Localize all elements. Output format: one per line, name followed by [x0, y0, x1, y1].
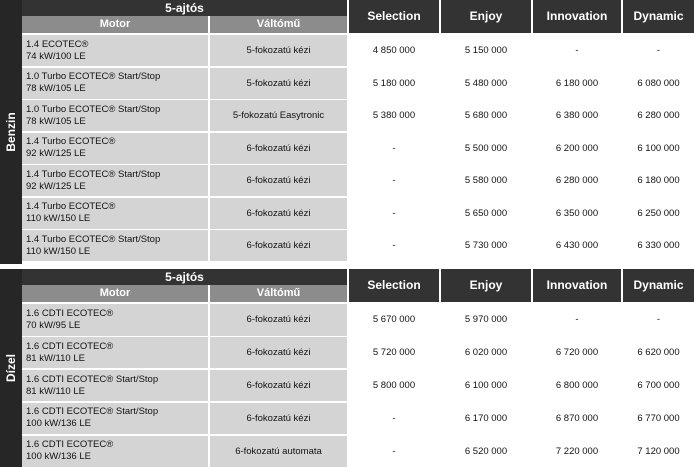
dynamic-price-cell: 6 180 000	[623, 165, 694, 196]
engine-text	[26, 71, 160, 95]
engine-cell	[22, 370, 208, 402]
innovation-price-cell: 6 350 000	[533, 198, 621, 229]
engine-cell	[22, 165, 208, 196]
engine-text	[26, 234, 160, 258]
gearbox-cell: 6-fokozatú kézi	[210, 370, 347, 402]
engine-power: 100 kW/136 LE	[26, 451, 91, 463]
selection-column-header: Selection	[349, 269, 439, 302]
enjoy-price-cell: 5 150 000	[441, 35, 531, 66]
table-row	[22, 230, 694, 261]
engine-text	[26, 104, 160, 128]
engine-name: 1.6 CDTI ECOTEC®	[26, 340, 114, 352]
engine-cell	[22, 337, 208, 369]
enjoy-price-cell: 6 020 000	[441, 337, 531, 369]
enjoy-price-cell: 5 970 000	[441, 304, 531, 336]
innovation-price-cell: -	[533, 304, 621, 336]
table-row	[22, 133, 694, 164]
selection-price-cell: 5 180 000	[349, 68, 439, 99]
selection-price-cell: 5 380 000	[349, 100, 439, 131]
selection-price-cell: 5 720 000	[349, 337, 439, 369]
engine-power: 70 kW/95 LE	[26, 319, 81, 331]
engine-power: 100 kW/136 LE	[26, 418, 91, 430]
gearbox-cell: 6-fokozatú automata	[210, 436, 347, 467]
selection-price-cell: -	[349, 436, 439, 467]
engine-cell	[22, 436, 208, 467]
motor-column-header: Motor	[22, 16, 208, 33]
selection-price-cell: -	[349, 230, 439, 261]
engine-name: 1.6 CDTI ECOTEC® Start/Stop	[26, 373, 159, 385]
gearbox-cell: 6-fokozatú kézi	[210, 230, 347, 261]
engine-power: 81 kW/110 LE	[26, 385, 85, 397]
section-side-bar	[0, 0, 22, 264]
engine-text	[26, 169, 160, 193]
selection-price-cell: -	[349, 133, 439, 164]
engine-cell	[22, 133, 208, 164]
engine-cell	[22, 230, 208, 261]
engine-name: 1.0 Turbo ECOTEC® Start/Stop	[26, 103, 161, 115]
gearbox-column-header: Váltómű	[210, 285, 347, 302]
innovation-price-cell: 6 870 000	[533, 403, 621, 435]
engine-text	[26, 201, 115, 225]
dynamic-column-header: Dynamic	[623, 0, 694, 33]
table-row	[22, 68, 694, 99]
innovation-price-cell: 6 180 000	[533, 68, 621, 99]
gearbox-cell: 5-fokozatú Easytronic	[210, 100, 347, 131]
dynamic-price-cell: 6 280 000	[623, 100, 694, 131]
table-row	[22, 337, 694, 369]
gearbox-cell: 6-fokozatú kézi	[210, 133, 347, 164]
selection-column-header: Selection	[349, 0, 439, 33]
table-row	[22, 198, 694, 229]
engine-text	[26, 374, 158, 398]
engine-power: 92 kW/125 LE	[26, 180, 86, 192]
engine-power: 110 kW/150 LE	[26, 213, 91, 224]
engine-cell	[22, 304, 208, 336]
engine-text	[26, 341, 113, 365]
enjoy-price-cell: 6 520 000	[441, 436, 531, 467]
gearbox-cell: 5-fokozatú kézi	[210, 68, 347, 99]
gearbox-cell: 6-fokozatú kézi	[210, 198, 347, 229]
table-row	[22, 403, 694, 435]
engine-text	[26, 136, 115, 160]
gearbox-cell: 6-fokozatú kézi	[210, 337, 347, 369]
engine-power: 81 kW/110 LE	[26, 352, 85, 364]
engine-cell	[22, 403, 208, 435]
selection-price-cell: -	[349, 198, 439, 229]
engine-name: 1.4 ECOTEC®	[26, 38, 89, 50]
gearbox-cell: 5-fokozatú kézi	[210, 35, 347, 66]
gearbox-cell: 6-fokozatú kézi	[210, 403, 347, 435]
engine-power: 74 kW/100 LE	[26, 50, 86, 62]
dynamic-price-cell: 6 080 000	[623, 68, 694, 99]
table-row	[22, 370, 694, 402]
engine-name: 1.6 CDTI ECOTEC®	[26, 439, 114, 451]
engine-power: 92 kW/125 LE	[26, 148, 86, 159]
engine-name: 1.6 CDTI ECOTEC® Start/Stop	[26, 406, 159, 418]
engine-name: 1.0 Turbo ECOTEC® Start/Stop	[26, 71, 161, 82]
innovation-price-cell: 6 720 000	[533, 337, 621, 369]
engine-text	[26, 406, 158, 430]
enjoy-price-cell: 5 680 000	[441, 100, 531, 131]
dynamic-price-cell: -	[623, 35, 694, 66]
engine-cell	[22, 68, 208, 99]
enjoy-price-cell: 5 650 000	[441, 198, 531, 229]
dynamic-price-cell: 7 120 000	[623, 436, 694, 467]
table-row	[22, 100, 694, 131]
table-row	[22, 304, 694, 336]
gearbox-cell: 6-fokozatú kézi	[210, 304, 347, 336]
table-row	[22, 35, 694, 66]
engine-text	[26, 439, 113, 463]
innovation-price-cell: 7 220 000	[533, 436, 621, 467]
gearbox-cell: 6-fokozatú kézi	[210, 165, 347, 196]
selection-price-cell: 5 800 000	[349, 370, 439, 402]
section-fuel-label: Benzin	[4, 112, 18, 152]
enjoy-price-cell: 5 480 000	[441, 68, 531, 99]
enjoy-price-cell: 6 100 000	[441, 370, 531, 402]
enjoy-price-cell: 5 580 000	[441, 165, 531, 196]
dynamic-price-cell: 6 620 000	[623, 337, 694, 369]
engine-name: 1.4 Turbo ECOTEC®	[26, 136, 116, 147]
innovation-price-cell: -	[533, 35, 621, 66]
motor-column-header: Motor	[22, 285, 208, 302]
enjoy-price-cell: 6 170 000	[441, 403, 531, 435]
enjoy-column-header: Enjoy	[441, 269, 531, 302]
innovation-price-cell: 6 200 000	[533, 133, 621, 164]
selection-price-cell: 4 850 000	[349, 35, 439, 66]
engine-power: 78 kW/105 LE	[26, 83, 86, 94]
engine-cell	[22, 100, 208, 131]
engine-power: 110 kW/150 LE	[26, 245, 91, 257]
engine-text	[26, 39, 88, 63]
dynamic-price-cell: 6 250 000	[623, 198, 694, 229]
dynamic-price-cell: 6 770 000	[623, 403, 694, 435]
innovation-price-cell: 6 380 000	[533, 100, 621, 131]
section-side-bar	[0, 269, 22, 467]
selection-price-cell: -	[349, 403, 439, 435]
dizel-price-table	[0, 269, 694, 467]
enjoy-price-cell: 5 500 000	[441, 133, 531, 164]
table-row	[22, 436, 694, 467]
engine-cell	[22, 198, 208, 229]
innovation-price-cell: 6 430 000	[533, 230, 621, 261]
doors-group-header: 5-ajtós	[22, 0, 347, 16]
dynamic-column-header: Dynamic	[623, 269, 694, 302]
innovation-column-header: Innovation	[533, 0, 621, 33]
engine-text	[26, 308, 113, 332]
engine-name: 1.4 Turbo ECOTEC® Start/Stop	[26, 233, 161, 245]
doors-group-header: 5-ajtós	[22, 269, 347, 285]
engine-power: 78 kW/105 LE	[26, 115, 86, 127]
dynamic-price-cell: 6 100 000	[623, 133, 694, 164]
engine-name: 1.6 CDTI ECOTEC®	[26, 307, 114, 319]
engine-name: 1.4 Turbo ECOTEC® Start/Stop	[26, 168, 161, 180]
engine-cell	[22, 35, 208, 66]
section-fuel-label: Dízel	[4, 353, 18, 383]
innovation-price-cell: 6 280 000	[533, 165, 621, 196]
gearbox-column-header: Váltómű	[210, 16, 347, 33]
dynamic-price-cell: 6 330 000	[623, 230, 694, 261]
innovation-column-header: Innovation	[533, 269, 621, 302]
enjoy-price-cell: 5 730 000	[441, 230, 531, 261]
selection-price-cell: 5 670 000	[349, 304, 439, 336]
selection-price-cell: -	[349, 165, 439, 196]
dynamic-price-cell: 6 700 000	[623, 370, 694, 402]
enjoy-column-header: Enjoy	[441, 0, 531, 33]
engine-name: 1.4 Turbo ECOTEC®	[26, 201, 116, 212]
table-row	[22, 165, 694, 196]
dynamic-price-cell: -	[623, 304, 694, 336]
innovation-price-cell: 6 800 000	[533, 370, 621, 402]
